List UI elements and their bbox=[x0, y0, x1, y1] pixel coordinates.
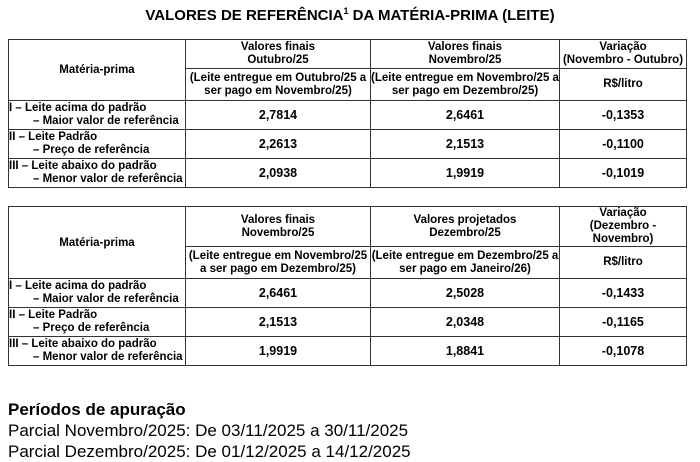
table1-col1-header-line2: Outubro/25 bbox=[247, 54, 309, 66]
table2-variation-unit: R$/litro bbox=[560, 247, 687, 279]
table2-corner-header: Matéria-prima bbox=[9, 207, 186, 279]
row-label-line2: – Menor valor de referência bbox=[33, 173, 183, 185]
table2-header-row-top bbox=[9, 207, 687, 247]
page-title-part1: VALORES DE REFERÊNCIA bbox=[145, 7, 344, 24]
table2-row-leite-padrao bbox=[9, 308, 687, 337]
table2-col2-header-line1: Valores projetados bbox=[413, 213, 517, 226]
table2-col1-header-line2: Novembro/25 bbox=[241, 226, 315, 239]
apuracao-periods-section bbox=[8, 400, 700, 462]
value-cell: 1,9919 bbox=[371, 159, 560, 188]
variation-cell: -0,1353 bbox=[560, 101, 687, 130]
table1-variation-header-line1: Variação bbox=[599, 41, 647, 53]
value-cell: 2,1513 bbox=[186, 308, 371, 337]
value-cell: 2,1513 bbox=[371, 130, 560, 159]
row-label bbox=[9, 337, 186, 366]
table1-corner-header: Matéria-prima bbox=[9, 40, 186, 101]
variation-cell: -0,1078 bbox=[560, 337, 687, 366]
variation-cell: -0,1019 bbox=[560, 159, 687, 188]
table2-col2-header bbox=[371, 207, 560, 247]
row-label-line2: – Preço de referência bbox=[33, 144, 150, 156]
table2-variation-header-line1: Variação bbox=[599, 207, 647, 219]
value-cell: 2,6461 bbox=[371, 101, 560, 130]
table1-row-leite-abaixo bbox=[9, 159, 687, 188]
table1-col2-subheader: (Leite entregue em Novembro/25 a ser pago em Dezembro/25) bbox=[371, 69, 560, 101]
value-cell: 1,8841 bbox=[371, 337, 560, 366]
table2-row-leite-acima bbox=[9, 279, 687, 308]
value-cell: 1,9919 bbox=[186, 337, 371, 366]
table1-col2-header-line2: Novembro/25 bbox=[428, 54, 502, 66]
row-label-line1: II – Leite Padrão bbox=[9, 309, 98, 321]
row-label-line2: – Preço de referência bbox=[33, 322, 150, 334]
row-label-line2: – Maior valor de referência bbox=[33, 115, 179, 127]
reference-table-october-november bbox=[8, 39, 687, 188]
row-label bbox=[9, 130, 186, 159]
row-label-line2: – Menor valor de referência bbox=[33, 351, 183, 363]
table2-col2-subheader: (Leite entregue em Dezembro/25 a ser pago em Janeiro/26) bbox=[371, 247, 560, 279]
table2-variation-header bbox=[560, 207, 687, 247]
table1-row-leite-padrao bbox=[9, 130, 687, 159]
reference-table-november-december bbox=[8, 206, 687, 366]
table2-col1-header-line1: Valores finais bbox=[240, 213, 316, 226]
variation-cell: -0,1165 bbox=[560, 308, 687, 337]
value-cell: 2,6461 bbox=[186, 279, 371, 308]
row-label-line1: I – Leite acima do padrão bbox=[9, 102, 147, 114]
value-cell: 2,0348 bbox=[371, 308, 560, 337]
row-label-line1: III – Leite abaixo do padrão bbox=[9, 160, 157, 172]
table2-col2-header-line2: Dezembro/25 bbox=[429, 226, 501, 239]
row-label-line1: III – Leite abaixo do padrão bbox=[9, 338, 157, 350]
row-label-line2: – Maior valor de referência bbox=[33, 293, 179, 305]
table1-col1-header-line1: Valores finais bbox=[240, 41, 316, 53]
table2-col1-subheader: (Leite entregue em Novembro/25 a ser pago em Dezembro/25) bbox=[186, 247, 371, 279]
table1-variation-header bbox=[560, 40, 687, 69]
table2-variation-header-line2: (Dezembro - Novembro) bbox=[589, 220, 657, 245]
table1-col1-header bbox=[186, 40, 371, 69]
apuracao-period-december: Parcial Dezembro/2025: De 01/12/2025 a 14/12/2025 bbox=[8, 442, 411, 461]
table1-col1-subheader: (Leite entregue em Outubro/25 a ser pago em Novembro/25) bbox=[186, 69, 371, 101]
page-title-part2: DA MATÉRIA-PRIMA (LEITE) bbox=[348, 7, 555, 24]
value-cell: 2,5028 bbox=[371, 279, 560, 308]
page-title bbox=[0, 0, 700, 24]
row-label bbox=[9, 159, 186, 188]
table1-col2-header bbox=[371, 40, 560, 69]
table1-row-leite-acima bbox=[9, 101, 687, 130]
row-label-line1: I – Leite acima do padrão bbox=[9, 280, 147, 292]
page-title-footnote-marker: 1 bbox=[343, 6, 349, 16]
value-cell: 2,7814 bbox=[186, 101, 371, 130]
table2-col1-header bbox=[186, 207, 371, 247]
apuracao-period-november: Parcial Novembro/2025: De 03/11/2025 a 30/11/2025 bbox=[8, 421, 409, 440]
table1-col2-header-line1: Valores finais bbox=[427, 41, 503, 53]
apuracao-heading: Períodos de apuração bbox=[8, 400, 186, 419]
row-label bbox=[9, 308, 186, 337]
value-cell: 2,2613 bbox=[186, 130, 371, 159]
table1-variation-unit: R$/litro bbox=[560, 69, 687, 101]
variation-cell: -0,1433 bbox=[560, 279, 687, 308]
table2-row-leite-abaixo bbox=[9, 337, 687, 366]
value-cell: 2,0938 bbox=[186, 159, 371, 188]
row-label bbox=[9, 101, 186, 130]
row-label-line1: II – Leite Padrão bbox=[9, 131, 98, 143]
variation-cell: -0,1100 bbox=[560, 130, 687, 159]
row-label bbox=[9, 279, 186, 308]
table1-variation-header-line2: (Novembro - Outubro) bbox=[562, 54, 684, 66]
table1-header-row-top bbox=[9, 40, 687, 69]
